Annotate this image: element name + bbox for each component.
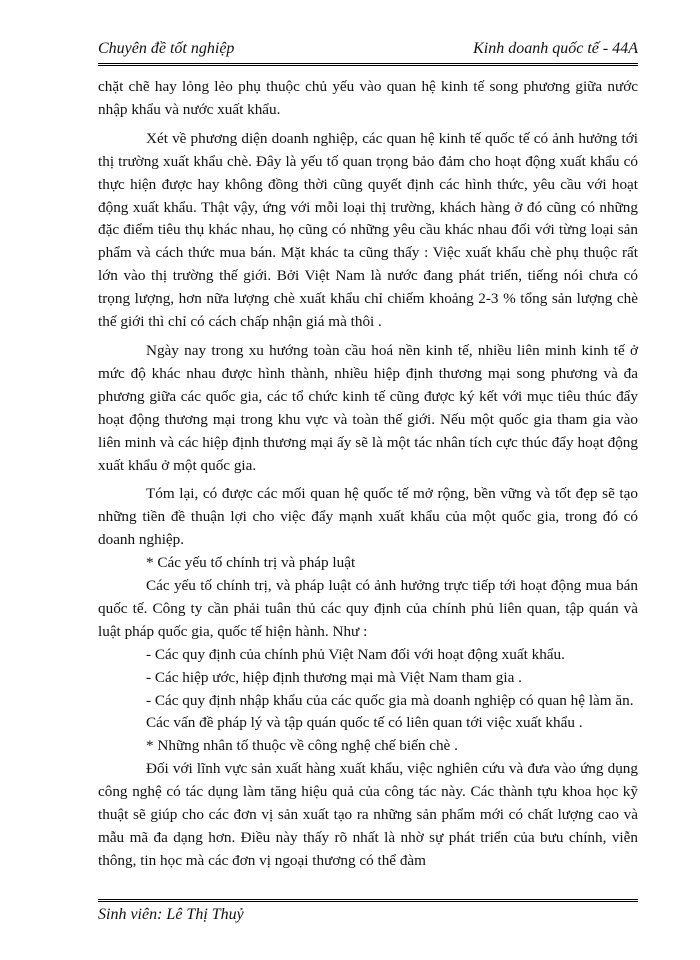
paragraph-technology: Đối với lĩnh vực sản xuất hàng xuất khẩu, việc nghiên cứu và đưa vào ứng dụng công nghệ có tác dụng làm tăng hiệu quả của công tác này. Các thành tựu khoa học kỹ thuật sẽ giúp cho các đơn vị sản xuất tạo ra những sản phẩm mới có chất lượng cao và mẫu mã đa dạng hơn. Điều này thấy rõ nhất là nhờ sự phát triển của bưu chính, viễn thông, tin học mà các đơn vị ngoại thương có thể đàm [98,760,638,869]
heading-political-legal: * Các yếu tố chính trị và pháp luật [146,554,356,572]
header-class-name: Kinh doanh quốc tế - 44A [473,40,638,57]
paragraph-business-relations: Xét về phương diện doanh nghiệp, các quan hệ kinh tế quốc tế có ảnh hưởng tới thị trường xuất khẩu chè. Đây là yếu tố quan trọng bảo đảm cho hoạt động xuất khẩu có thực hiện được hay không đồng thời cũng quyết định các hình thức, yêu cầu với hoạt động xuất khẩu. Thật vậy, ứng với mỗi loại thị trường, khách hàng ở đó cũng có những đặc điểm tiêu thụ khác nhau, họ cũng có những yêu cầu khác nhau đối với từng loại sản phẩm và cách thức mua bán. Mặt khác ta cũng thấy : Việc xuất khẩu chè phụ thuộc rất lớn vào thị trường thế giới. Bởi Việt Nam là nước đang phát triển, tiếng nói chưa có trọng lượng, hơn nữa lượng chè xuất khẩu chỉ chiếm khoảng 2-3 % tổng sản lượng chè thế giới thì chỉ có cách chấp nhận giá mà thôi . [98,129,638,331]
footer-author: Sinh viên: Lê Thị Thuỷ [98,906,244,923]
list-item-import-rules: - Các quy định nhập khẩu của các quốc gia mà doanh nghiệp có quan hệ làm ăn. [146,691,634,709]
list-item-trade-agreements: - Các hiệp ước, hiệp định thương mại mà Việt Nam tham gia . [146,668,522,686]
paragraph-continuation: chặt chẽ hay lỏng lẻo phụ thuộc chủ yếu vào quan hệ kinh tế song phương giữa nước nhập khẩu và nước xuất khẩu. [98,78,638,118]
header-divider [98,63,638,66]
document-body [98,76,638,873]
list-item-government-rules: - Các quy định của chính phủ Việt Nam đối với hoạt động xuất khẩu. [146,645,565,663]
paragraph-political-legal: Các yếu tố chính trị, và pháp luật có ảnh hưởng trực tiếp tới hoạt động mua bán quốc tế. Công ty cần phải tuân thủ các quy định của chính phủ liên quan, tập quán và luật pháp quốc gia, quốc tế hiện hành. Như : [98,577,638,640]
page-header [98,36,638,58]
header-document-type: Chuyên đề tốt nghiệp [98,40,235,57]
paragraph-legal-issues: Các vấn đề pháp lý và tập quán quốc tế có liên quan tới việc xuất khẩu . [146,714,583,732]
footer-divider [98,899,638,902]
paragraph-summary: Tóm lại, có được các mối quan hệ quốc tế mở rộng, bền vững và tốt đẹp sẽ tạo những tiền đề thuận lợi cho việc đẩy mạnh xuất khẩu của một quốc gia, trong đó có doanh nghiệp. [98,485,638,549]
heading-technology: * Những nhân tố thuộc về công nghệ chế biến chè . [146,737,458,755]
paragraph-globalization: Ngày nay trong xu hướng toàn cầu hoá nền kinh tế, nhiều liên minh kinh tế ở mức độ khác nhau được hình thành, nhiều hiệp định thương mại song phương và đa phương giữa các quốc gia, các tổ chức kinh tế cũng được ký kết với mục tiêu thúc đẩy hoạt động thương mại trong khu vực và toàn thế giới. Nếu một quốc gia tham gia vào liên minh và các hiệp định thương mại ấy sẽ là một tác nhân tích cực thúc đẩy hoạt động xuất khẩu ở một quốc gia. [98,341,638,474]
